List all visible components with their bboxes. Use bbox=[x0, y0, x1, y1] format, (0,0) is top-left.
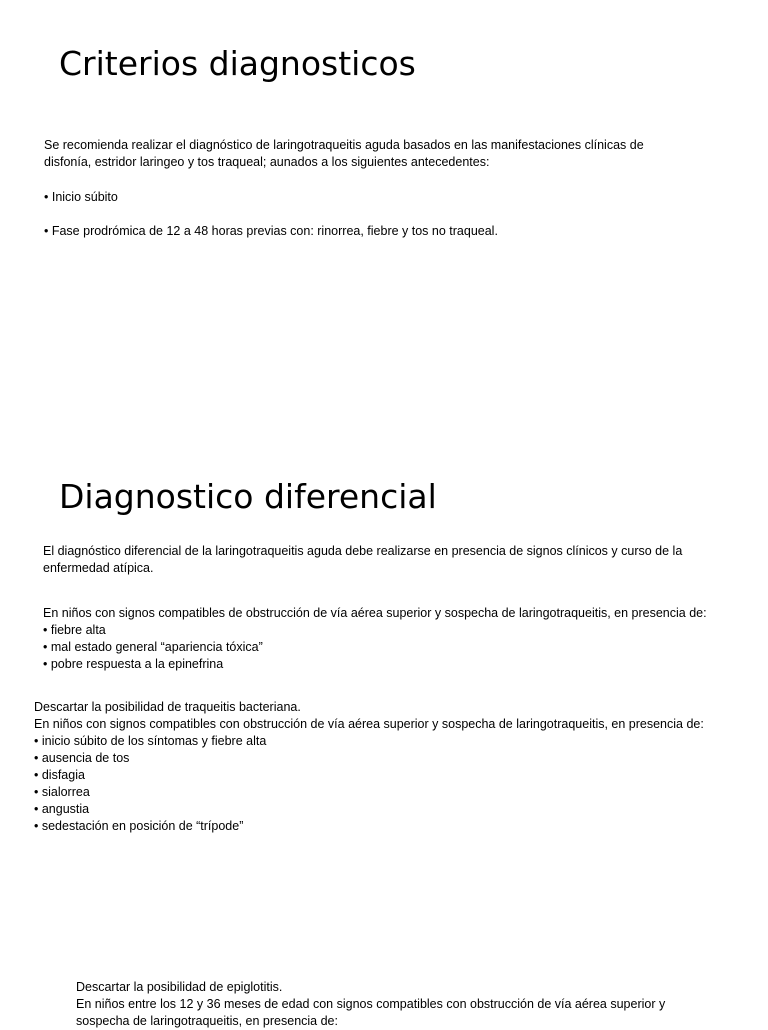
diferencial-intro-line: El diagnóstico diferencial de la laringotraqueitis aguda debe realizarse en presencia de signos clínicos y curso de la bbox=[43, 544, 683, 558]
diferencial-block-1 bbox=[43, 605, 707, 673]
list-item: • pobre respuesta a la epinefrina bbox=[43, 657, 224, 671]
list-item: • sedestación en posición de “trípode” bbox=[34, 819, 244, 833]
block-lead: En niños con signos compatibles con obstrucción de vía aérea superior y sospecha de laringotraqueitis, en presencia de: bbox=[34, 717, 704, 731]
list-item: • fiebre alta bbox=[43, 623, 106, 637]
diferencial-title: Diagnostico diferencial bbox=[59, 477, 437, 516]
criterios-title: Criterios diagnosticos bbox=[59, 44, 416, 83]
block-heading: Descartar la posibilidad de epiglotitis. bbox=[76, 980, 283, 994]
block-lead: En niños con signos compatibles de obstrucción de vía aérea superior y sospecha de laringotraqueitis, en presencia de: bbox=[43, 606, 707, 620]
diferencial-block-traqueitis bbox=[34, 699, 704, 835]
list-item: • mal estado general “apariencia tóxica” bbox=[43, 640, 263, 654]
criterios-bullet-onset: • Inicio súbito bbox=[44, 190, 118, 204]
list-item: • disfagia bbox=[34, 768, 85, 782]
diferencial-block-epiglotitis bbox=[76, 979, 665, 1030]
criterios-intro bbox=[44, 137, 644, 171]
criterios-bullet-prodrome: • Fase prodrómica de 12 a 48 horas previas con: rinorrea, fiebre y tos no traqueal. bbox=[44, 224, 498, 238]
list-item: • sialorrea bbox=[34, 785, 90, 799]
block-lead: En niños entre los 12 y 36 meses de edad con signos compatibles con obstrucción de vía aérea superior y bbox=[76, 997, 666, 1011]
list-item: • inicio súbito de los síntomas y fiebre alta bbox=[34, 734, 267, 748]
diferencial-intro-line: enfermedad atípica. bbox=[43, 561, 154, 575]
block-lead: sospecha de laringotraqueitis, en presencia de: bbox=[76, 1014, 338, 1028]
list-item: • angustia bbox=[34, 802, 90, 816]
diferencial-intro bbox=[43, 543, 682, 577]
criterios-intro-line: Se recomienda realizar el diagnóstico de laringotraqueitis aguda basados en las manifestaciones clínicas de bbox=[44, 138, 644, 152]
criterios-intro-line: disfonía, estridor laringeo y tos traqueal; aunados a los siguientes antecedentes: bbox=[44, 155, 490, 169]
block-heading: Descartar la posibilidad de traqueitis bacteriana. bbox=[34, 700, 301, 714]
list-item: • ausencia de tos bbox=[34, 751, 130, 765]
